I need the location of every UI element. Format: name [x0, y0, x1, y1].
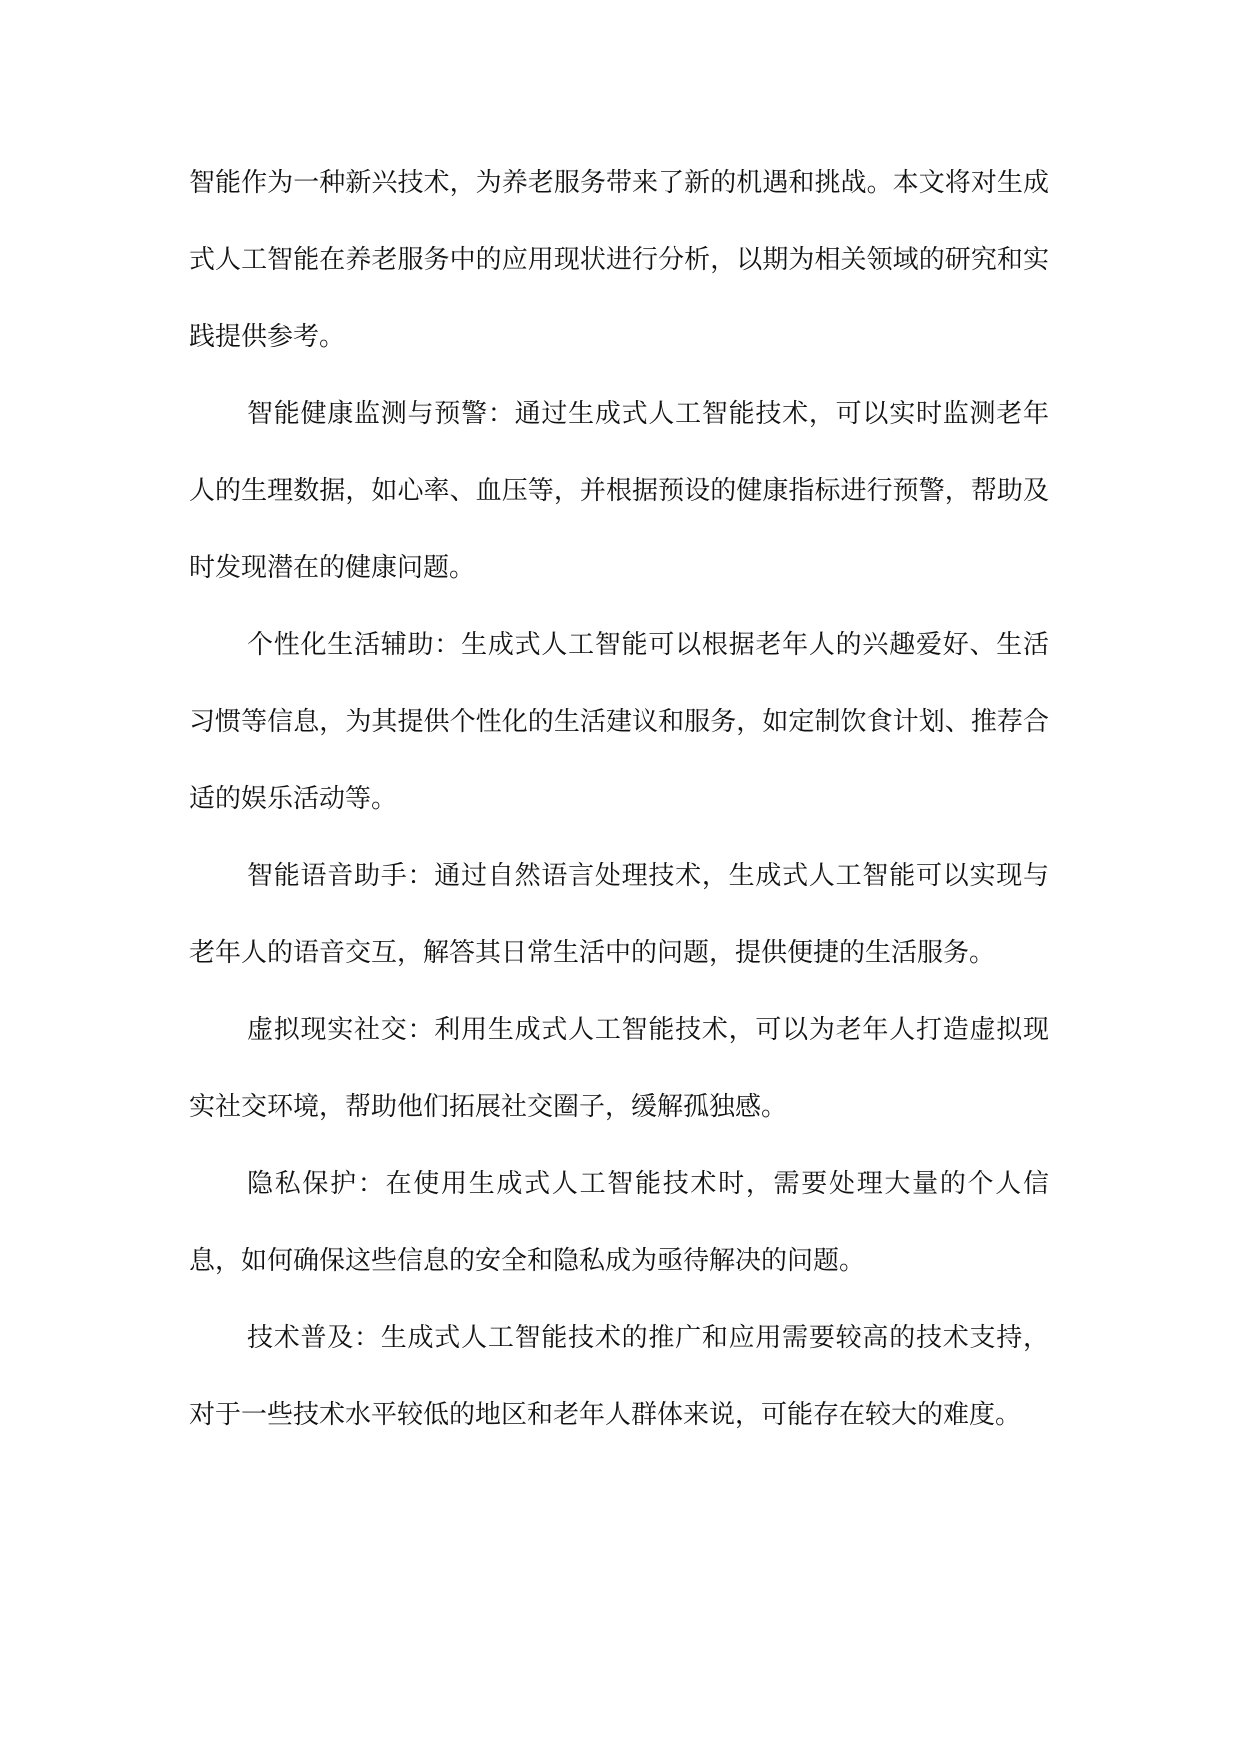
- document-body: [189, 145, 1049, 1454]
- paragraph-personalized-assistance: 个性化生活辅助：生成式人工智能可以根据老年人的兴趣爱好、生活习惯等信息，为其提供个性化的生活建议和服务，如定制饮食计划、推荐合适的娱乐活动等。: [189, 630, 1049, 814]
- paragraph-technology-adoption: 技术普及：生成式人工智能技术的推广和应用需要较高的技术支持，对于一些技术水平较低的地区和老年人群体来说，可能存在较大的难度。: [189, 1323, 1049, 1430]
- paragraph-intro-continuation: 智能作为一种新兴技术，为养老服务带来了新的机遇和挑战。本文将对生成式人工智能在养老服务中的应用现状进行分析，以期为相关领域的研究和实践提供参考。: [189, 168, 1049, 352]
- paragraph-vr-social: 虚拟现实社交：利用生成式人工智能技术，可以为老年人打造虚拟现实社交环境，帮助他们拓展社交圈子，缓解孤独感。: [189, 1015, 1049, 1122]
- paragraph-health-monitoring: 智能健康监测与预警：通过生成式人工智能技术，可以实时监测老年人的生理数据，如心率、血压等，并根据预设的健康指标进行预警，帮助及时发现潜在的健康问题。: [189, 399, 1049, 583]
- paragraph-privacy-protection: 隐私保护：在使用生成式人工智能技术时，需要处理大量的个人信息，如何确保这些信息的安全和隐私成为亟待解决的问题。: [189, 1169, 1049, 1276]
- paragraph-voice-assistant: 智能语音助手：通过自然语言处理技术，生成式人工智能可以实现与老年人的语音交互，解答其日常生活中的问题，提供便捷的生活服务。: [189, 861, 1049, 968]
